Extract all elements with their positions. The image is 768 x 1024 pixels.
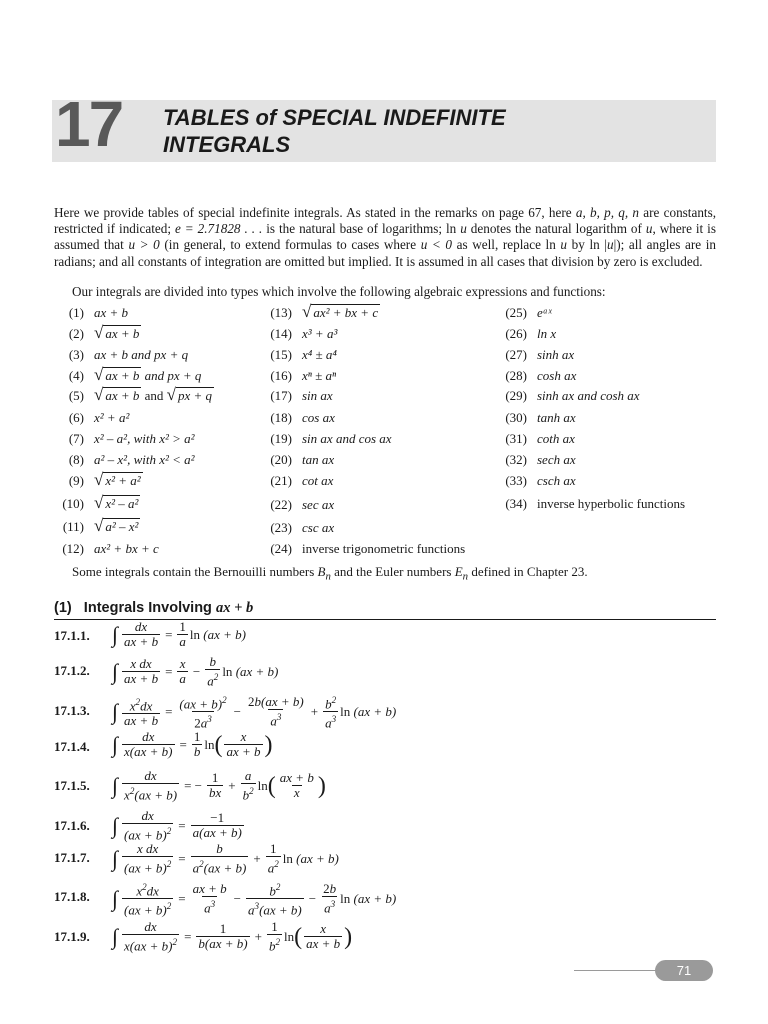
formula-17-1-4: ∫ $\frac{dx}{x(ax + b)}$ = $\frac{1}{b}$ ln ( $\frac{x}{ax + b}$ ) [112, 729, 273, 759]
formula-17-1-8: ∫ $\frac{x^2dx}{(ax + b)^2}$ = $\frac{ax + b}{a^3}$ − $\frac{b^2}{a^3(ax + b)}$ − $\frac{2b}{a^3}$ ln (ax + b) [112, 881, 397, 918]
intro-types-sentence: Our integrals are divided into types which involve the following algebraic expressions and functions: [72, 284, 606, 299]
page-number: 71 [655, 960, 713, 981]
formula-17-1-9: ∫ $\frac{dx}{x(ax + b)^2}$ = $\frac{1}{b(ax + b)}$ + $\frac{1}{b^2}$ ln ( $\frac{x}{ax + b}$ ) [112, 919, 353, 954]
formula-label: 17.1.2. [54, 663, 90, 678]
formula-17-1-3: ∫ $\frac{x^2dx}{ax + b}$ = $\frac{(ax + b)^2}{2a^3}$ − $\frac{2b(ax + b)}{a^3}$ + $\frac{b^2}{a^3}$ ln (ax + b) [112, 694, 397, 731]
formula-label: 17.1.5. [54, 778, 90, 793]
formula-17-1-1: ∫ $\frac{dx}{ax + b}$ = $\frac{1}{a}$ ln (ax + b) [112, 619, 246, 649]
formula-label: 17.1.1. [54, 628, 90, 643]
formula-17-1-2: ∫ $\frac{\text{x dx}}{ax + b}$ = $\frac{x}{a}$ − $\frac{b}{a^2}$ ln (ax + b) [112, 654, 279, 689]
formula-label: 17.1.4. [54, 739, 90, 754]
section-heading: (1) Integrals Involving ax + b [54, 600, 254, 616]
chapter-number: 17 [55, 88, 123, 160]
formula-17-1-5: ∫ $\frac{dx}{x^2(ax + b)}$ = − $\frac{1}{bx}$ + $\frac{a}{b^2}$ ln ( $\frac{ax + b}{x}$ ) [112, 768, 326, 803]
formula-label: 17.1.6. [54, 818, 90, 833]
chapter-title [163, 104, 506, 158]
formula-17-1-6: ∫ $\frac{dx}{(ax + b)^2}$ = $\frac{-1}{a(ax + b)}$ [112, 808, 242, 843]
chapter-title-line1: TABLES of SPECIAL INDEFINITE [163, 105, 506, 130]
chapter-title-line2: INTEGRALS [163, 132, 291, 157]
formula-label: 17.1.8. [54, 889, 90, 904]
formula-label: 17.1.9. [54, 929, 90, 944]
formula-label: 17.1.3. [54, 703, 90, 718]
bernoulli-note: Some integrals contain the Bernouilli numbers $B_n$ and the Euler numbers $E_n$ defined in Chapter 23. [72, 564, 588, 583]
formula-17-1-7: ∫ $\frac{\text{x dx}}{(ax + b)^2}$ = $\frac{b}{a^2(ax + b)}$ + $\frac{1}{a^2}$ ln (ax + b) [112, 841, 339, 876]
intro-paragraph: Here we provide tables of special indefinite integrals. As stated in the remarks on page 67, here a, b, p, q, n are constants, restricted if indicated; e = 2.71828 . . . is the natural base of logarithms; ln u denotes the natural logarithm of u, where it is assumed that u > 0 (in general, to extend formulas to cases where u < 0 as well, replace ln u by ln |u|); all angles are in radians; and all constants of integration are omitted but implied. It is assumed in all cases that division by zero is excluded. [54, 205, 717, 269]
formula-label: 17.1.7. [54, 850, 90, 865]
